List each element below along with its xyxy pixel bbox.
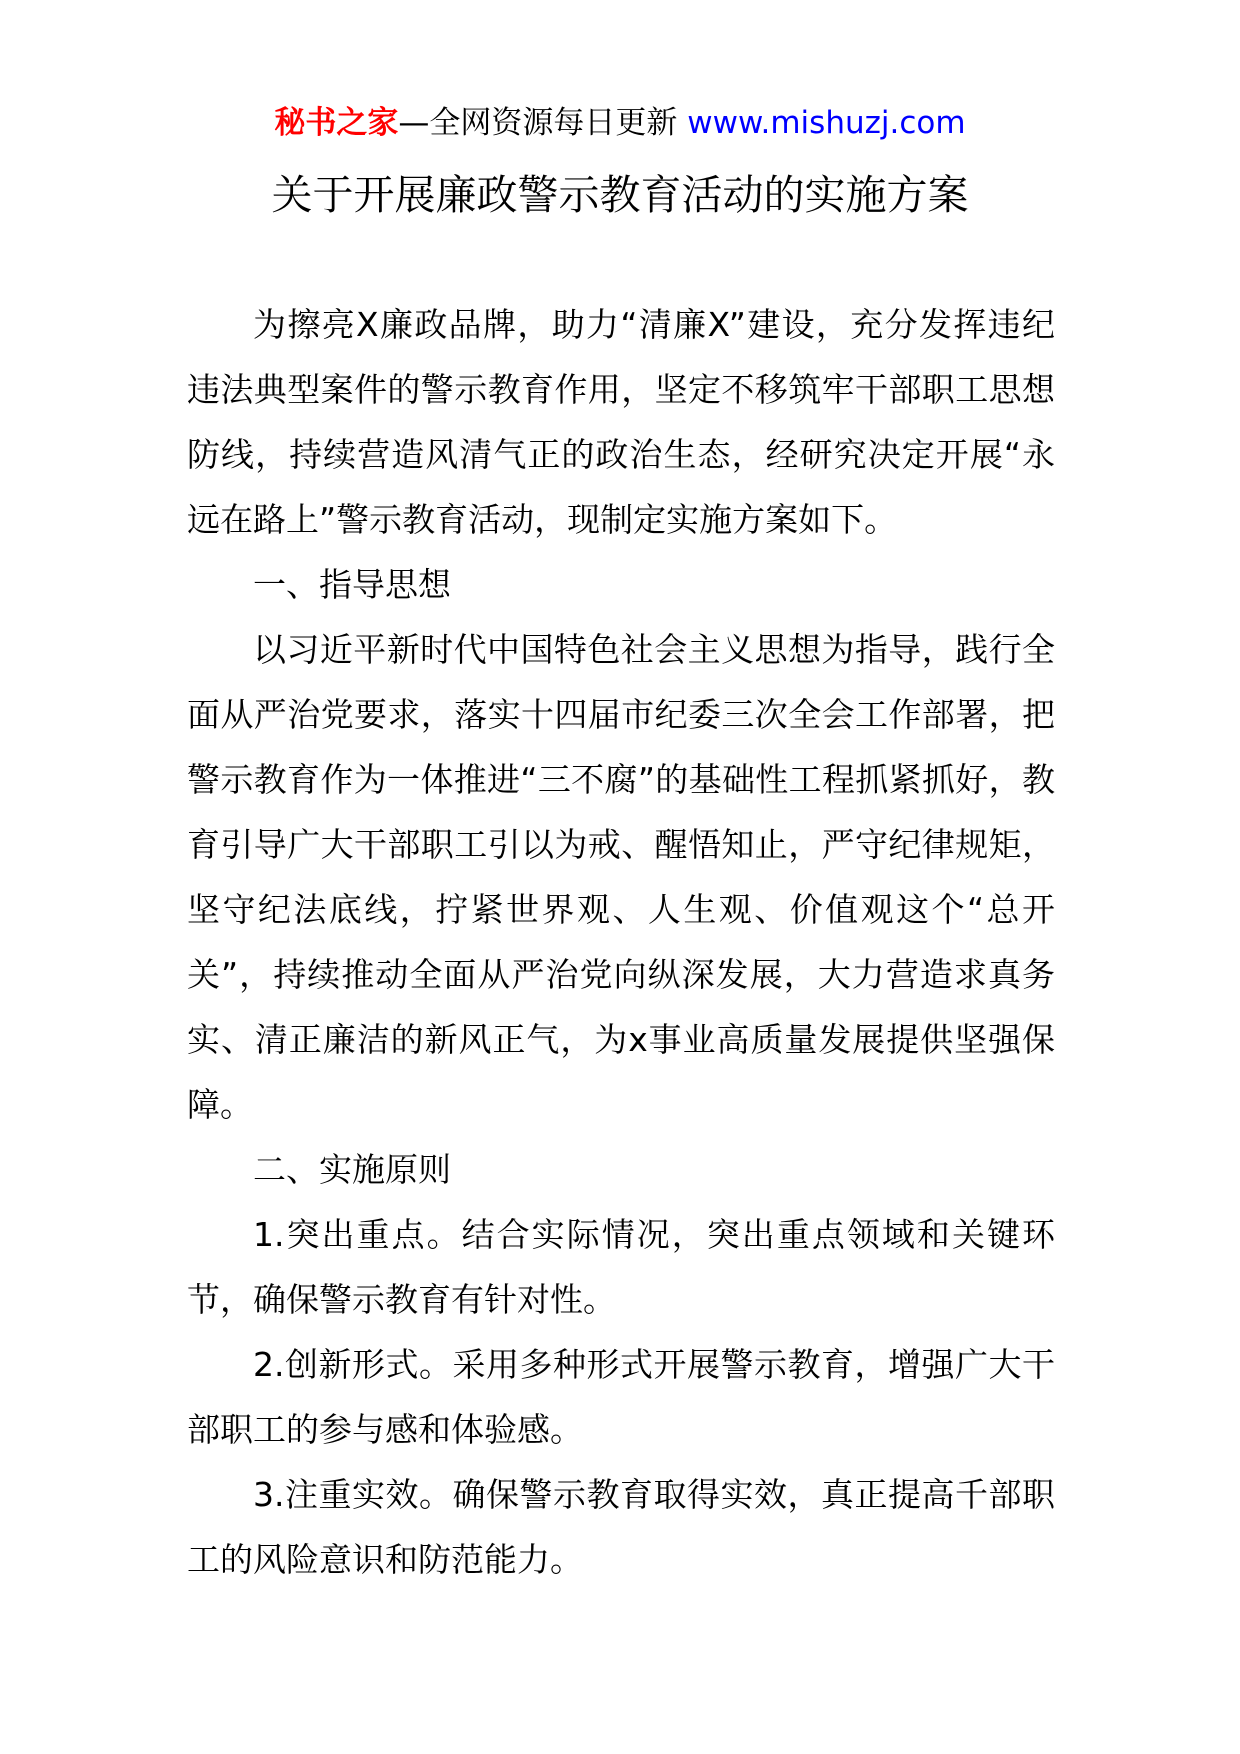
site-header — [0, 100, 1240, 146]
principle-item-1: 1.突出重点。结合实际情况，突出重点领域和关键环节，确保警示教育有针对性。 — [187, 1215, 1055, 1319]
document-title: 关于开展廉政警示教育活动的实施方案 — [271, 171, 969, 219]
header-tagline: —全网资源每日更新 — [398, 105, 678, 141]
guiding-ideology-paragraph: 以习近平新时代中国特色社会主义思想为指导，践行全面从严治党要求，落实十四届市纪委三次全会工作部署，把警示教育作为一体推进“三不腐”的基础性工程抓紧抓好，教育引导广大干部职工引以为戒、醒悟知止，严守纪律规矩，坚守纪法底线，拧紧世界观、人生观、价值观这个“总开关”，持续推动全面从严治党向纵深发展，大力营造求真务实、清正廉洁的新风正气，为x事业高质量发展提供坚强保障。 — [187, 630, 1055, 1124]
principle-item-3: 3.注重实效。确保警示教育取得实效，真正提高千部职工的风险意识和防范能力。 — [187, 1475, 1055, 1579]
intro-paragraph: 为擦亮X廉政品牌，助力“清廉X”建设，充分发挥违纪违法典型案件的警示教育作用，坚定不移筑牢干部职工思想防线，持续营造风清气正的政治生态，经研究决定开展“永远在路上”警示教育活动，现制定实施方案如下。 — [187, 305, 1055, 539]
section-heading-guiding-ideology: 一、指导思想 — [253, 565, 451, 604]
document-body — [187, 292, 1055, 1592]
principle-item-2: 2.创新形式。采用多种形式开展警示教育，增强广大干部职工的参与感和体验感。 — [187, 1345, 1055, 1449]
site-url-link[interactable]: www.mishuzj.com — [687, 105, 966, 141]
section-heading-principles: 二、实施原则 — [253, 1150, 451, 1189]
brand-name: 秘书之家 — [274, 105, 399, 141]
